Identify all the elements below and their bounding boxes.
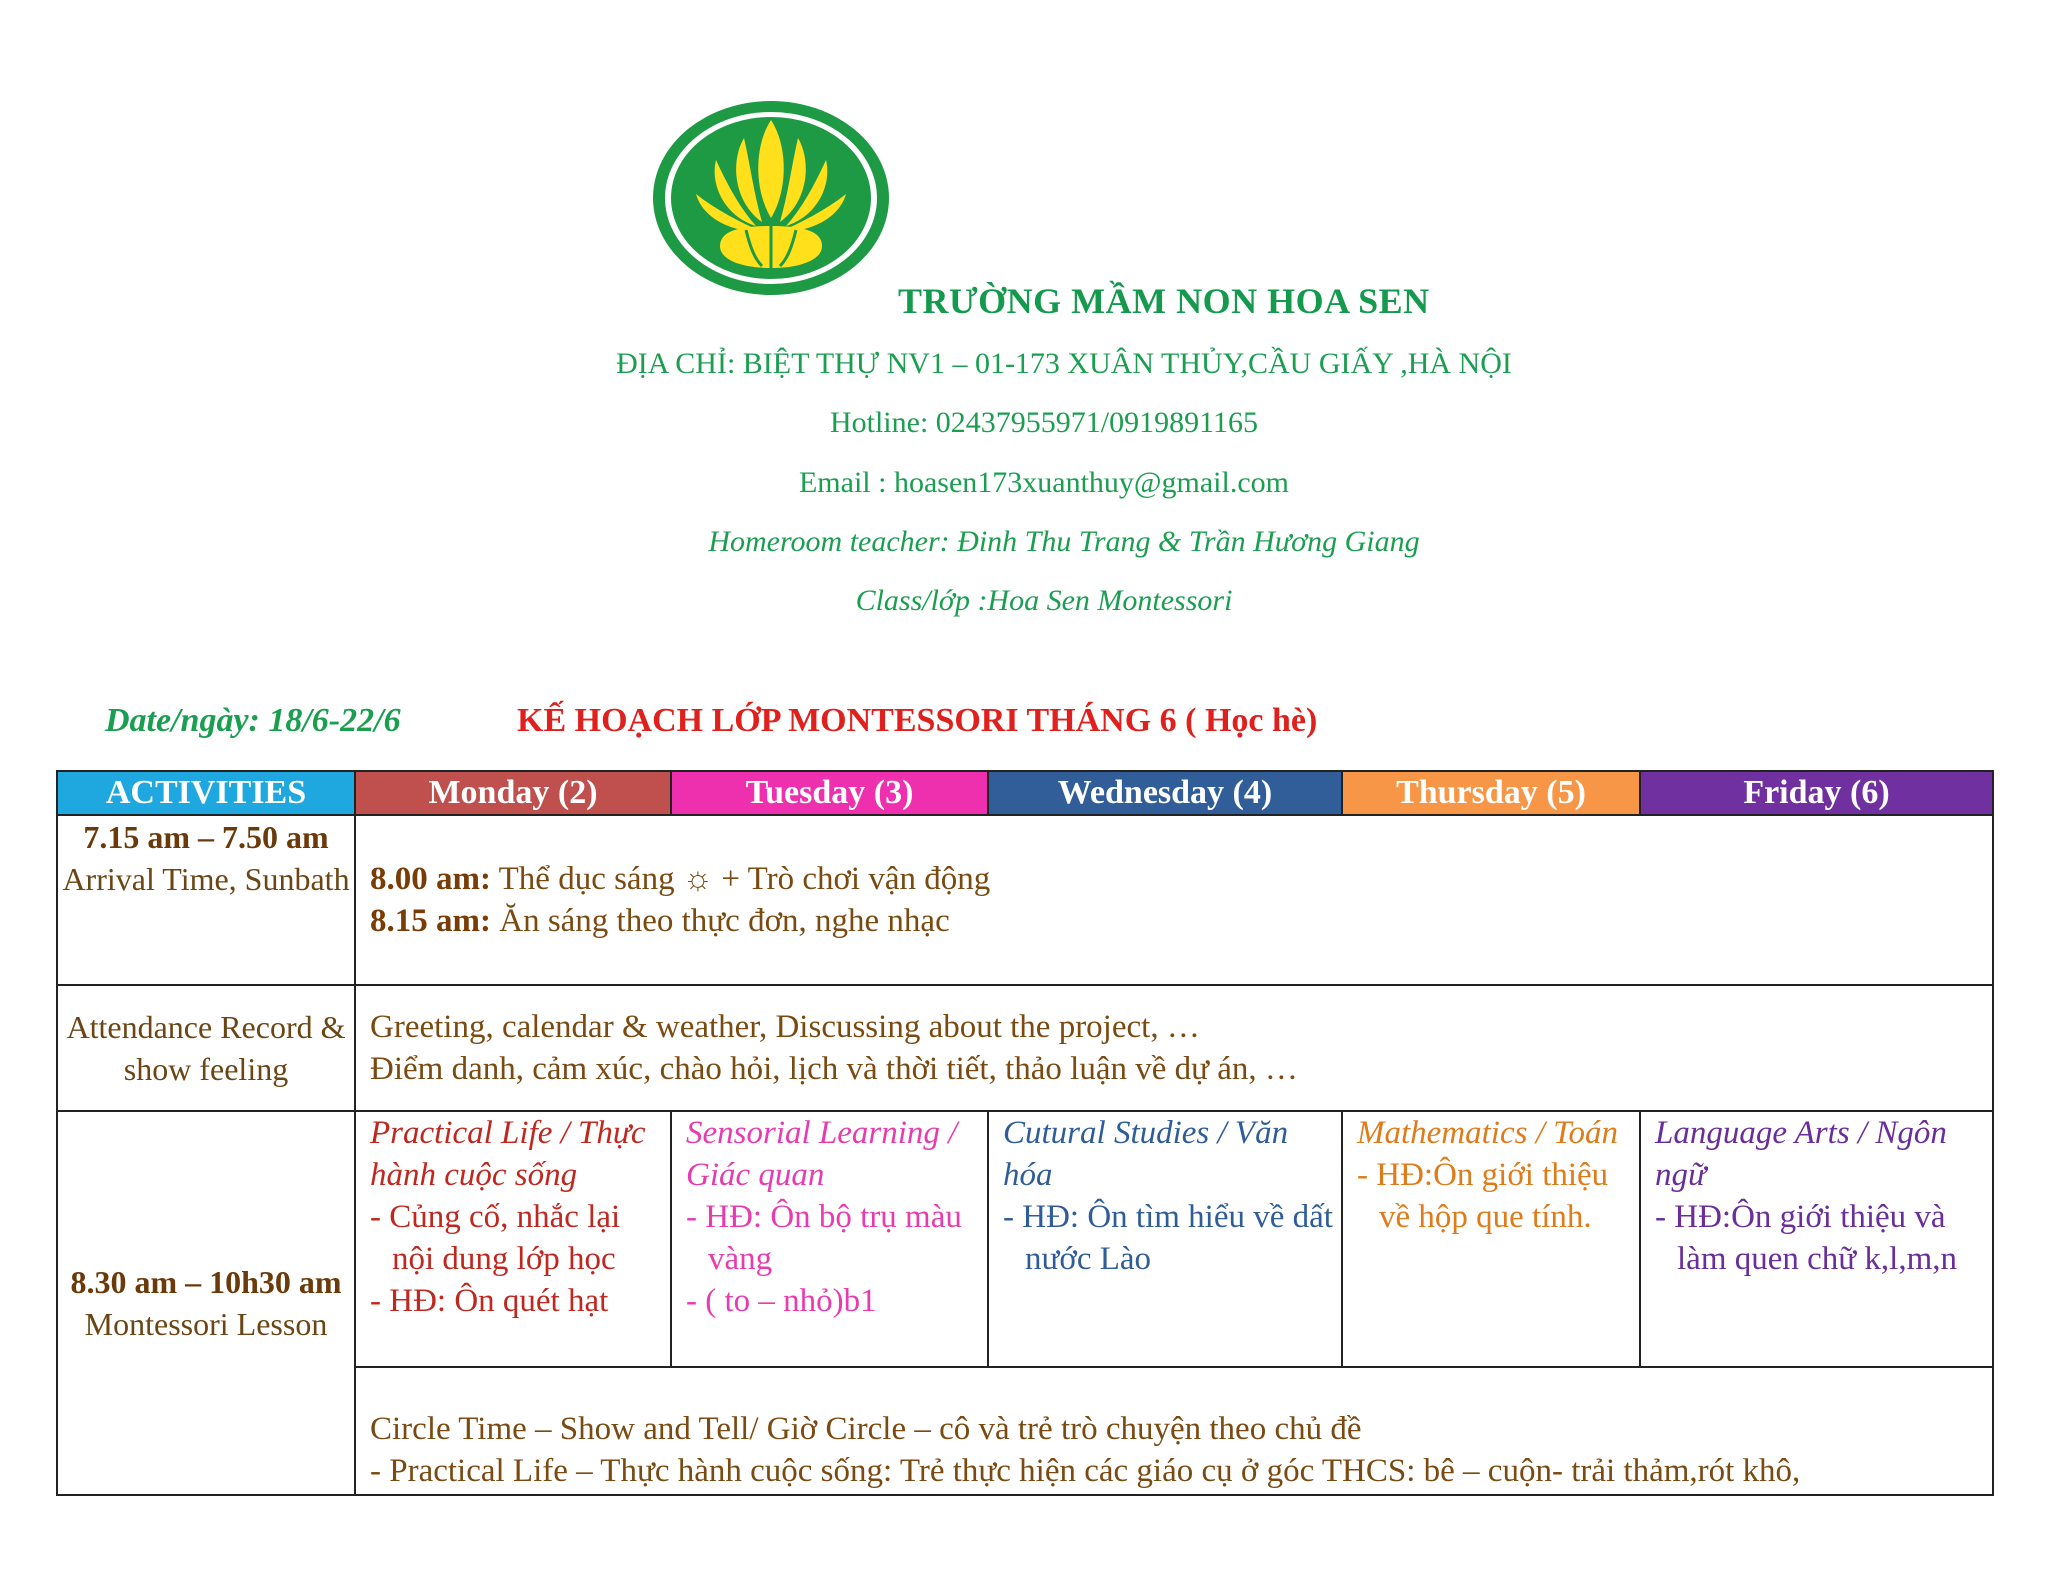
school-logo (650, 98, 892, 298)
table-row (57, 1111, 1993, 1367)
arrival-line2-text: Ăn sáng theo thực đơn, nghe nhạc (490, 903, 950, 939)
thursday-lesson (1342, 1111, 1640, 1367)
arrival-line1-text: Thể dục sáng ☼ + Trò chơi vận động (490, 861, 991, 897)
activity-time: 7.15 am – 7.50 am (83, 819, 329, 855)
thursday-subject: Mathematics / Toán (1357, 1115, 1618, 1151)
thursday-item-1: - HĐ:Ôn giới thiệu về hộp que tính. (1357, 1157, 1609, 1235)
activity-cell-attendance (57, 985, 355, 1111)
activity-cell-arrival (57, 815, 355, 985)
wednesday-lesson (988, 1111, 1342, 1367)
school-address: ĐỊA CHỈ: BIỆT THỰ NV1 – 01-173 XUÂN THỦY,CẦU GIẤY ,HÀ NỘI (616, 347, 1512, 380)
activity-label: Montessori Lesson (84, 1306, 328, 1342)
attendance-content (355, 985, 1993, 1111)
plan-date: Date/ngày: 18/6-22/6 (105, 702, 401, 739)
monday-lesson (355, 1111, 671, 1367)
activity-time: 8.30 am – 10h30 am (70, 1264, 342, 1300)
header-wednesday: Wednesday (4) (988, 771, 1342, 815)
plan-title: KẾ HOẠCH LỚP MONTESSORI THÁNG 6 ( Học hè) (517, 702, 1318, 739)
arrival-line2-time: 8.15 am: (370, 903, 491, 939)
table-row (57, 985, 1993, 1111)
activity-cell-montessori (57, 1111, 355, 1495)
wednesday-subject: Cutural Studies / Văn hóa (1003, 1115, 1289, 1193)
table-header-row (57, 771, 1993, 815)
friday-item-1: - HĐ:Ôn giới thiệu và làm quen chữ k,l,m,n (1655, 1199, 1958, 1277)
tuesday-item-2: - ( to – nhỏ)b1 (686, 1283, 877, 1319)
circle-time-line-1: Circle Time – Show and Tell/ Giờ Circle – cô và trẻ trò chuyện theo chủ đề (370, 1411, 1362, 1447)
monday-item-2: - HĐ: Ôn quét hạt (370, 1283, 609, 1319)
school-name: TRƯỜNG MẦM NON HOA SEN (898, 281, 1430, 321)
attendance-line-english: Greeting, calendar & weather, Discussing about the project, … (370, 1009, 1200, 1045)
circle-time-content (355, 1367, 1993, 1495)
class-name: Class/lớp :Hoa Sen Montessori (855, 584, 1233, 617)
activity-label: Arrival Time, Sunbath (62, 861, 350, 897)
friday-subject: Language Arts / Ngôn ngữ (1655, 1115, 1947, 1193)
homeroom-teacher: Homeroom teacher: Đinh Thu Trang & Trần Hương Giang (708, 525, 1420, 558)
header-thursday: Thursday (5) (1342, 771, 1640, 815)
wednesday-item-1: - HĐ: Ôn tìm hiểu về dất nước Lào (1003, 1199, 1333, 1277)
attendance-line-vietnamese: Điểm danh, cảm xúc, chào hỏi, lịch và thời tiết, thảo luận về dự án, … (370, 1051, 1298, 1087)
monday-subject: Practical Life / Thực hành cuộc sống (370, 1115, 646, 1193)
header-monday: Monday (2) (355, 771, 671, 815)
tuesday-item-1: - HĐ: Ôn bộ trụ màu vàng (686, 1199, 962, 1277)
activity-label: Attendance Record & show feeling (66, 1009, 346, 1087)
circle-time-line-2: - Practical Life – Thực hành cuộc sống: Trẻ thực hiện các giáo cụ ở góc THCS: bê – cuộn- trải thảm,rót khô, (370, 1453, 1801, 1489)
school-email: Email : hoasen173xuanthuy@gmail.com (798, 466, 1290, 499)
weekly-plan-table (56, 770, 1994, 1496)
tuesday-lesson (671, 1111, 988, 1367)
tuesday-subject: Sensorial Learning / Giác quan (686, 1115, 958, 1193)
friday-lesson (1640, 1111, 1993, 1367)
arrival-content (355, 815, 1993, 985)
header-friday: Friday (6) (1640, 771, 1993, 815)
monday-item-1: - Củng cố, nhắc lại nội dung lớp học (370, 1199, 621, 1277)
header-tuesday: Tuesday (3) (671, 771, 988, 815)
table-row (57, 815, 1993, 985)
arrival-line1-time: 8.00 am: (370, 861, 491, 897)
school-hotline: Hotline: 02437955971/0919891165 (829, 406, 1259, 439)
header-activities: ACTIVITIES (57, 771, 355, 815)
